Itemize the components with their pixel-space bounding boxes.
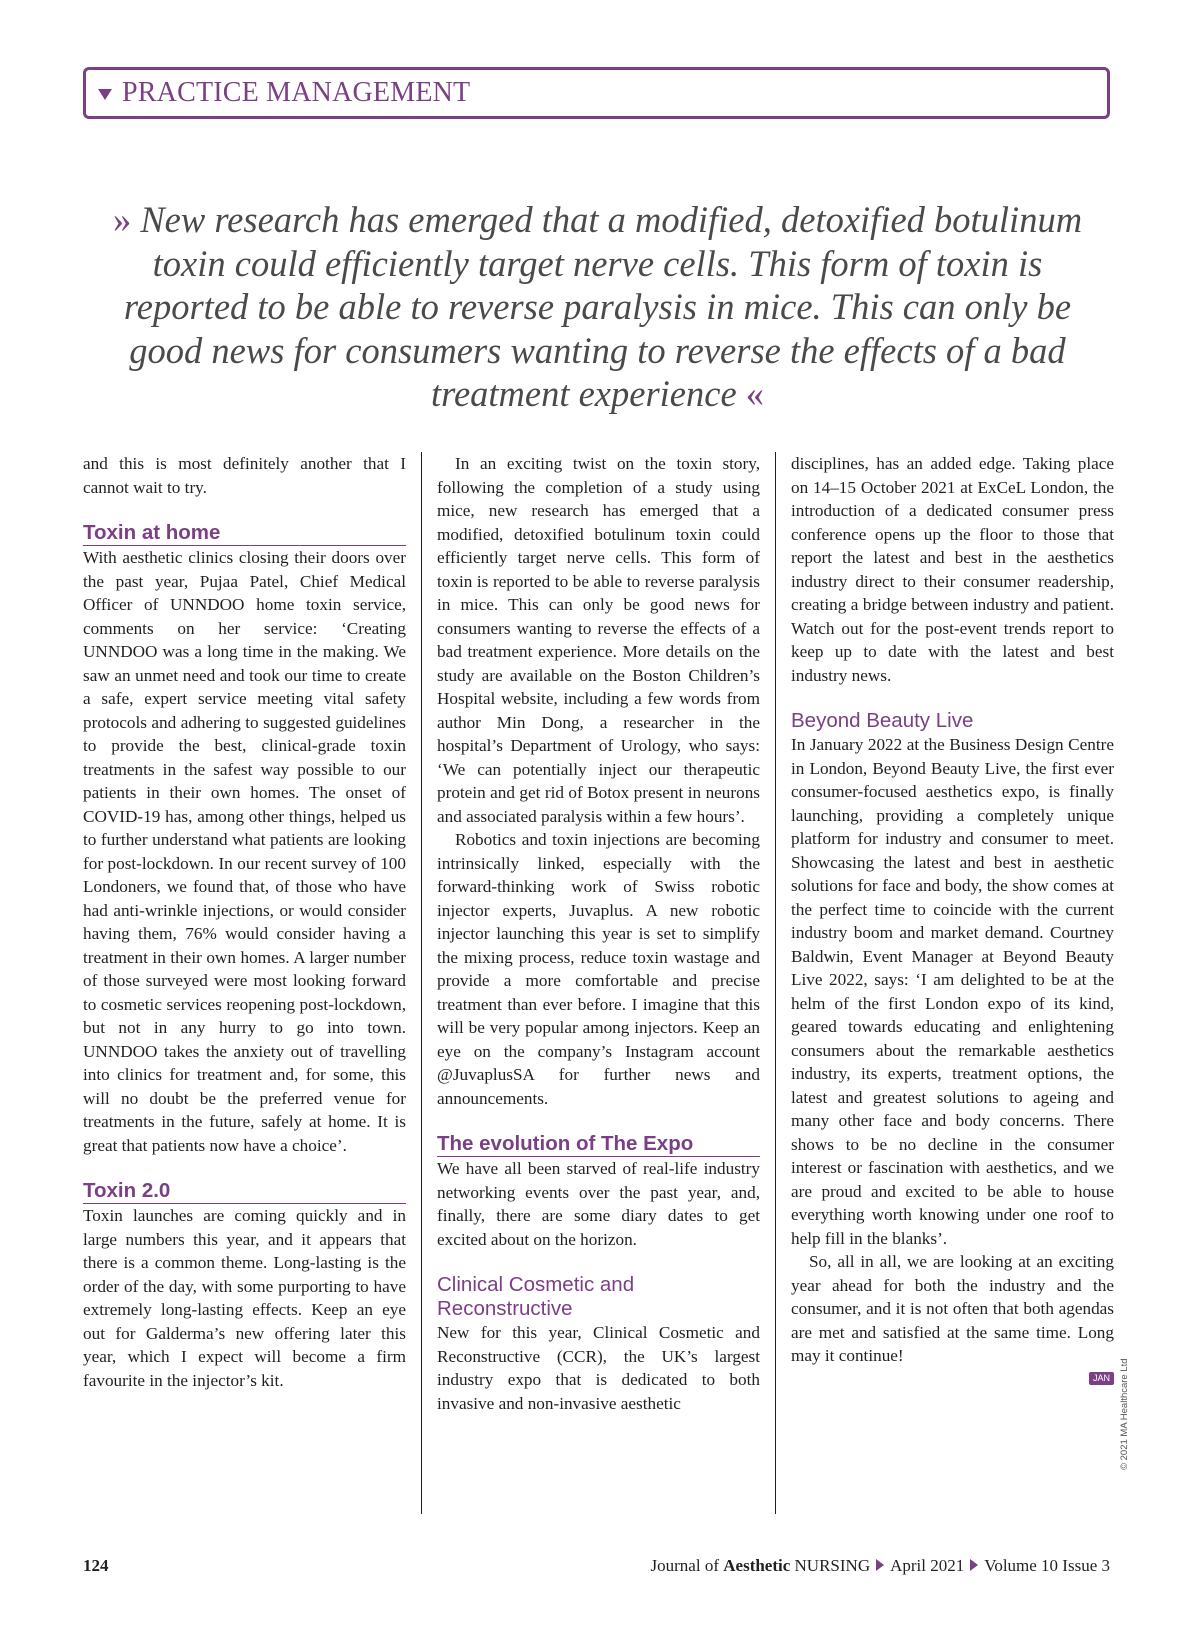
column-divider bbox=[421, 452, 422, 1514]
journal-name-bold: Aesthetic bbox=[723, 1556, 791, 1575]
pull-quote bbox=[90, 198, 1105, 416]
triangle-right-icon bbox=[970, 1559, 978, 1571]
triangle-right-icon bbox=[876, 1559, 884, 1571]
quote-open-mark: » bbox=[112, 199, 132, 240]
quote-close-mark: « bbox=[745, 373, 765, 414]
paragraph: We have all been starved of real-life industry networking events over the past year, and, finally, there are some diary dates to get excited about on the horizon. bbox=[437, 1159, 760, 1249]
paragraph: In an exciting twist on the toxin story, following the completion of a study using mice, new research has emerged that a modified, detoxified botulinum toxin could efficiently target nerve cells. This form of toxin is reported to be able to reverse paralysis in mice. This can only be good news for consumers wanting to reverse the effects of a bad treatment experience. More details on the study are available on the Boston Children’s Hospital website, including a few words from author Min Dong, a researcher in the hospital’s Department of Urology, who says: ‘We can potentially inject our therapeutic protein and get rid of Botox present in neurons and associated paralysis within a few hours’. bbox=[437, 454, 760, 826]
paragraph: So, all in all, we are looking at an exciting year ahead for both the industry and the consumer, and it is not often that both agendas are met and satisfied at the same time. Long may it continue! bbox=[791, 1252, 1114, 1365]
paragraph: New for this year, Clinical Cosmetic and Reconstructive (CCR), the UK’s largest industry expo that is dedicated to both invasive and non-invasive aesthetic bbox=[437, 1323, 760, 1413]
subheading-clinical-cosmetic: Clinical Cosmetic and Reconstructive bbox=[437, 1273, 635, 1320]
paragraph: Robotics and toxin injections are becoming intrinsically linked, especially with the forward-thinking work of Swiss robotic injector experts, Juvaplus. A new robotic injector launching this year is set to simplify the mixing process, reduce toxin wastage and provide a more comfortable and precise treatment than ever before. I imagine that this will be very popular among injectors. Keep an eye on the company’s Instagram account @JuvaplusSA for further news and announcements. bbox=[437, 830, 760, 1108]
volume-issue: Volume 10 Issue 3 bbox=[984, 1556, 1110, 1575]
subheading-beyond-beauty-live: Beyond Beauty Live bbox=[791, 709, 974, 732]
section-label: PRACTICE MANAGEMENT bbox=[122, 77, 471, 108]
issue-date: April 2021 bbox=[890, 1556, 965, 1575]
section-heading-toxin-at-home: Toxin at home bbox=[83, 521, 406, 546]
section-heading-toxin-2-0: Toxin 2.0 bbox=[83, 1179, 406, 1204]
triangle-down-icon bbox=[98, 89, 112, 100]
paragraph: disciplines, has an added edge. Taking place on 14–15 October 2021 at ExCeL London, the introduction of a dedicated consumer press conference opens up the floor to those that report the latest and best in the aesthetics industry direct to their consumer readership, creating a bridge between industry and patient. Watch out for the post-event trends report to keep up to date with the latest and best industry news. bbox=[791, 454, 1114, 685]
pull-quote-text: New research has emerged that a modified, detoxified botulinum toxin could efficiently target nerve cells. This form of toxin is reported to be able to reverse paralysis in mice. This can only be good news for consumers wanting to reverse the effects of a bad treatment experience bbox=[123, 199, 1083, 414]
copyright-notice: © 2021 MA Healthcare Ltd bbox=[1119, 1358, 1130, 1470]
article-column-2 bbox=[437, 452, 760, 1415]
column-divider bbox=[775, 452, 776, 1514]
section-header bbox=[83, 67, 1110, 119]
article-column-3 bbox=[791, 452, 1114, 1385]
journal-name-suffix: NURSING bbox=[790, 1556, 871, 1575]
journal-info bbox=[651, 1556, 1110, 1576]
journal-name-prefix: Journal of bbox=[650, 1556, 724, 1575]
page-number: 124 bbox=[83, 1556, 109, 1575]
paragraph: With aesthetic clinics closing their doors over the past year, Pujaa Patel, Chief Medical Officer of UNNDOO home toxin service, comments on her service: ‘Creating UNNDOO was a long time in the making. We saw an unmet need and took our time to create a safe, expert service meeting vital safety protocols and adhering to suggested guidelines to provide the best, clinical-grade toxin treatments in the safest way possible to our patients in their own homes. The onset of COVID-19 has, among other things, helped us to further understand what patients are looking for post-lockdown. In our recent survey of 100 Londoners, we found that, of those who have had anti-wrinkle injections, or would consider having them, 76% would consider having a treatment in their own homes. A larger number of those surveyed were most looking forward to cosmetic services reopening post-lockdown, but not in any hurry to go into town. UNNDOO takes the anxiety out of travelling into clinics for treatment and, for some, this will no doubt be the preferred venue for treatments in the future, safely at home. It is great that patients now have a choice’. bbox=[83, 548, 406, 1155]
article-column-1 bbox=[83, 452, 406, 1392]
paragraph: Toxin launches are coming quickly and in large numbers this year, and it appears that there is a common theme. Long-lasting is the order of the day, with some purporting to have extremely long-lasting effects. Keep an eye out for Galderma’s new offering later this year, which I expect will become a firm favourite in the injector’s kit. bbox=[83, 1206, 406, 1390]
end-of-article-badge: JAN bbox=[1089, 1372, 1114, 1385]
section-heading-evolution-of-the-expo: The evolution of The Expo bbox=[437, 1132, 760, 1157]
page-footer bbox=[83, 1556, 1110, 1580]
paragraph: In January 2022 at the Business Design Centre in London, Beyond Beauty Live, the first ever consumer-focused aesthetics expo, is finally launching, providing a completely unique platform for industry and consumer to meet. Showcasing the latest and best in aesthetic solutions for face and body, the show comes at the perfect time to coincide with the current industry boom and market demand. Courtney Baldwin, Event Manager at Beyond Beauty Live 2022, says: ‘I am delighted to be at the helm of the first London expo of its kind, geared towards educating and enlightening consumers about the remarkable aesthetics industry, its experts, treatment options, the latest and greatest solutions to ageing and many other face and body concerns. There shows to be no decline in the consumer interest or fascination with aesthetics, and we are proud and excited to be able to house everything worth knowing under one roof to help fill in the blanks’. bbox=[791, 735, 1114, 1248]
paragraph: and this is most definitely another that I cannot wait to try. bbox=[83, 454, 406, 497]
